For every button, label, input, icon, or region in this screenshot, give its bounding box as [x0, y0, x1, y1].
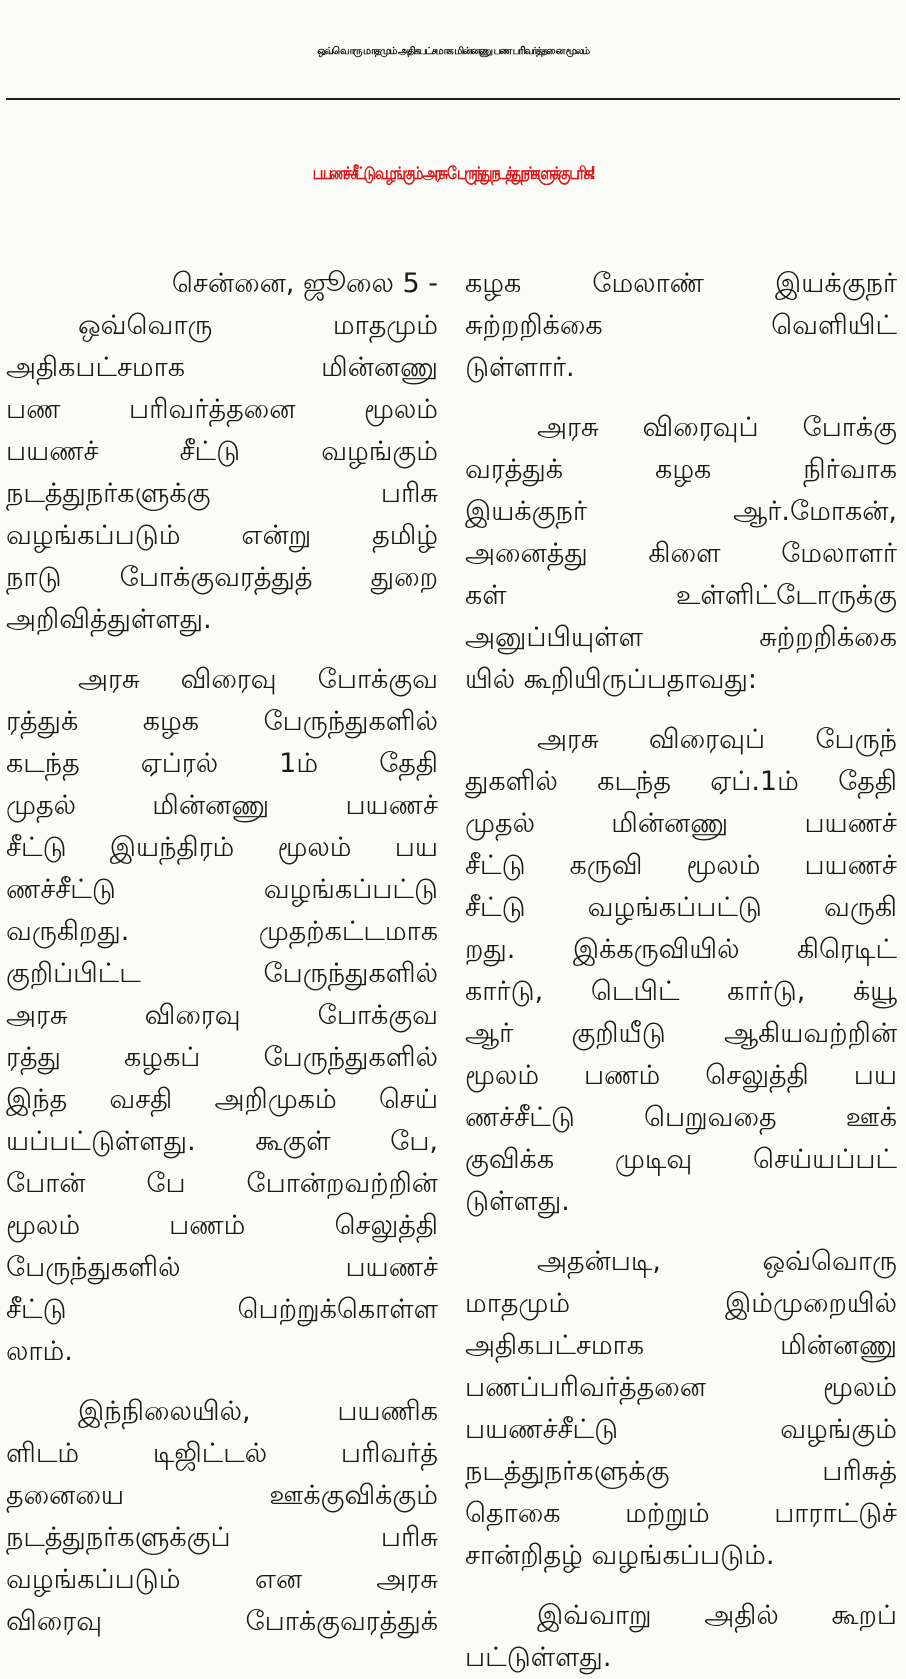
text-line: டுள்ளது.: [465, 1186, 570, 1217]
article-column-right: [465, 263, 897, 1679]
text-line: அதிகபட்சமாக மின்னணு: [6, 352, 438, 383]
text-line: பட்டுள்ளது.: [465, 1642, 612, 1673]
text-line: நடத்துநர்களுக்கு பரிசு: [6, 478, 438, 509]
text-line: சீட்டு பெற்றுக்கொள்ள: [6, 1294, 438, 1325]
text-line: அரசு விரைவுப் போக்கு: [537, 412, 897, 443]
text-line: ரத்து கழகப் பேருந்துகளில்: [6, 1042, 438, 1073]
text-line: நடத்துநர்களுக்கு பரிசுத்: [465, 1456, 897, 1487]
text-line: சீட்டு வழங்கப்பட்டு வருகி: [465, 892, 897, 923]
text-line: லாம்.: [6, 1336, 73, 1367]
text-line: வரத்துக் கழக நிர்வாக: [465, 454, 897, 485]
text-line: சுற்றறிக்கை வெளியிட்: [465, 310, 897, 341]
text-line: யப்பட்டுள்ளது. கூகுள் பே,: [6, 1126, 438, 1157]
text-line: ளிடம் டிஜிட்டல் பரிவர்த்: [6, 1438, 438, 1469]
text-line: இவ்வாறு அதில் கூறப்: [537, 1600, 897, 1631]
text-line: பண பரிவர்த்தனை மூலம்: [6, 394, 438, 425]
text-line: வழங்கப்படும் என அரசு: [6, 1564, 438, 1595]
text-line: கார்டு, டெபிட் கார்டு, க்யூ: [465, 976, 897, 1007]
text-line: சான்றிதழ் வழங்கப்படும்.: [465, 1540, 775, 1571]
text-line: முதல் மின்னணு பயணச்: [6, 790, 438, 821]
text-line: அனைத்து கிளை மேலாளர்: [465, 538, 897, 569]
text-line: அனுப்பியுள்ள சுற்றறிக்கை: [465, 622, 897, 653]
text-line: குறிப்பிட்ட பேருந்துகளில்: [6, 958, 438, 989]
text-line: இந்நிலையில், பயணிக: [78, 1396, 438, 1427]
text-line: போன் பே போன்றவற்றின்: [6, 1168, 438, 1199]
text-line: றது. இக்கருவியில் கிரெடிட்: [465, 934, 897, 965]
text-line: டுள்ளார்.: [465, 352, 575, 383]
text-line: வருகிறது. முதற்கட்டமாக: [6, 916, 438, 947]
dateline: சென்னை, ஜூலை 5 -: [171, 268, 438, 299]
text-line: ணச்சீட்டு வழங்கப்பட்டு: [6, 874, 438, 905]
article-column-left: [6, 263, 438, 1643]
text-line: அதன்படி, ஒவ்வொரு: [537, 1246, 897, 1277]
text-line: ணச்சீட்டு பெறுவதை ஊக்: [465, 1102, 897, 1133]
text-line: மாதமும் இம்முறையில்: [465, 1288, 897, 1319]
text-line: கடந்த ஏப்ரல் 1ம் தேதி: [6, 748, 438, 779]
text-line: குவிக்க முடிவு செய்யப்பட்: [465, 1144, 897, 1175]
text-line: ரத்துக் கழக பேருந்துகளில்: [6, 706, 438, 737]
text-line: மூலம் பணம் செலுத்தி பய: [465, 1060, 897, 1091]
text-line: ஆர் குறியீடு ஆகியவற்றின்: [465, 1018, 897, 1049]
text-line: நாடு போக்குவரத்துத் துறை: [6, 562, 438, 593]
text-line: அரசு விரைவு போக்குவ: [78, 664, 438, 695]
text-line: விரைவு போக்குவரத்துக்: [6, 1606, 438, 1637]
text-line: சீட்டு கருவி மூலம் பயணச்: [465, 850, 897, 881]
text-line: தொகை மற்றும் பாராட்டுச்: [465, 1498, 897, 1529]
text-line: முதல் மின்னணு பயணச்: [465, 808, 897, 839]
text-line: வழங்கப்படும் என்று தமிழ்: [6, 520, 438, 551]
text-line: நடத்துநர்களுக்குப் பரிசு: [6, 1522, 438, 1553]
text-line: ஒவ்வொரு மாதமும்: [78, 310, 438, 341]
text-line: பயணச்சீட்டு வழங்கும்: [465, 1414, 897, 1445]
text-line: இந்த வசதி அறிமுகம் செய்: [6, 1084, 438, 1115]
text-line: யில் கூறியிருப்பதாவது:: [465, 664, 757, 695]
text-line: பயணச் சீட்டு வழங்கும்: [6, 436, 438, 467]
text-line: கள் உள்ளிட்டோருக்கு: [465, 580, 897, 611]
headline: பயணச் சீட்டு வழங்கும் அரசு பேருந்து நடத்துநர்களுக்கு பரிசு!: [312, 163, 594, 184]
kicker-line: ஒவ்வொரு மாதமும் அதிகபட்சமாக மின்னணு பண பரிவர்த்தனை மூலம்: [317, 46, 589, 57]
text-line: அரசு விரைவு போக்குவ: [6, 1000, 438, 1031]
text-line: இயக்குநர் ஆர்.மோகன்,: [465, 496, 897, 527]
text-line: அறிவித்துள்ளது.: [6, 604, 212, 635]
text-line: கழக மேலாண் இயக்குநர்: [465, 268, 897, 299]
text-line: துகளில் கடந்த ஏப்.1ம் தேதி: [465, 766, 897, 797]
text-line: பேருந்துகளில் பயணச்: [6, 1252, 438, 1283]
text-line: தனையை ஊக்குவிக்கும்: [6, 1480, 438, 1511]
text-line: சீட்டு இயந்திரம் மூலம் பய: [6, 832, 438, 863]
text-line: மூலம் பணம் செலுத்தி: [6, 1210, 438, 1241]
text-line: அரசு விரைவுப் பேருந்: [537, 724, 897, 755]
text-line: பணப்பரிவர்த்தனை மூலம்: [465, 1372, 897, 1403]
text-line: அதிகபட்சமாக மின்னணு: [465, 1330, 897, 1361]
